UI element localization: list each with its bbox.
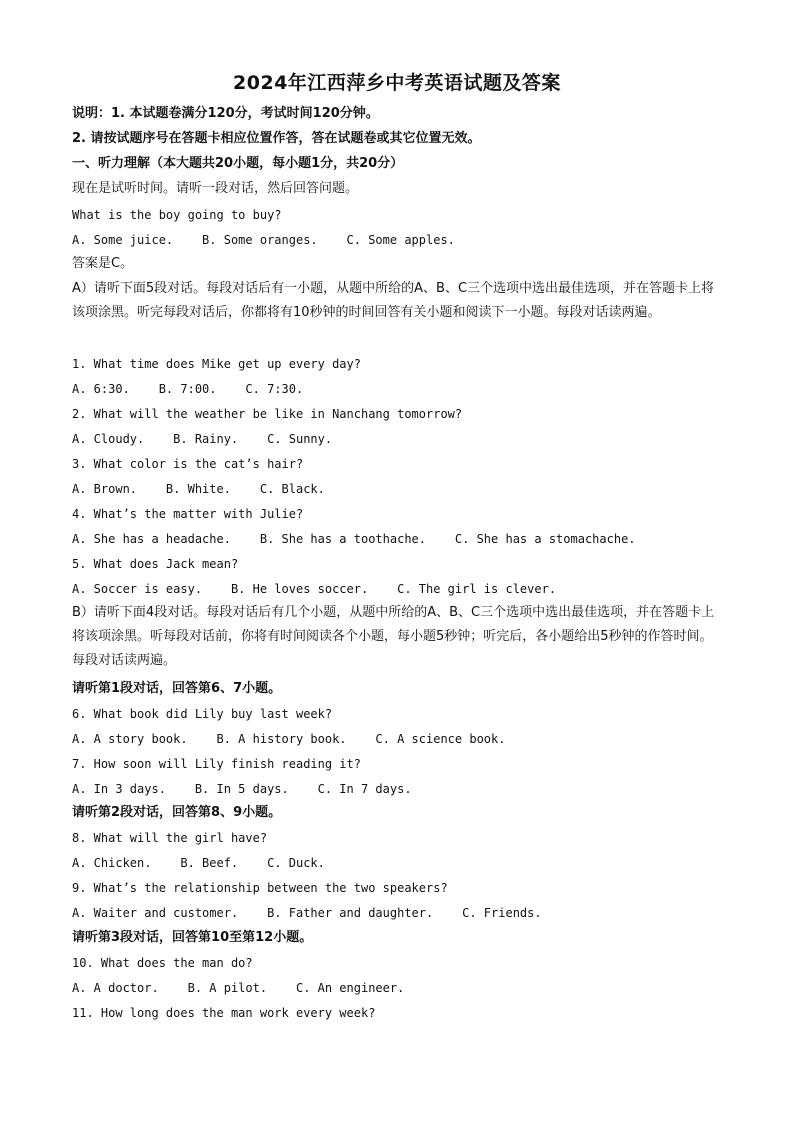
question-9: 9. What’s the relationship between the two speakers? — [72, 881, 448, 895]
question-7: 7. How soon will Lily finish reading it? — [72, 757, 361, 771]
question-5: 5. What does Jack mean? — [72, 557, 239, 571]
question-9-options: A. Waiter and customer. B. Father and daughter. C. Friends. — [72, 906, 542, 920]
question-8: 8. What will the girl have? — [72, 831, 268, 845]
question-2-options: A. Cloudy. B. Rainy. C. Sunny. — [72, 432, 333, 446]
question-4-options: A. She has a headache. B. She has a toothache. C. She has a stomachache. — [72, 532, 636, 546]
dialogue-3-heading: 请听第3段对话，回答第10至第12小题。 — [72, 930, 313, 945]
question-3: 3. What color is the cat’s hair? — [72, 457, 304, 471]
note-1: 说明：1. 本试题卷满分120分，考试时间120分钟。 — [72, 106, 379, 121]
question-5-options: A. Soccer is easy. B. He loves soccer. C. The girl is clever. — [72, 582, 557, 596]
question-4: 4. What’s the matter with Julie? — [72, 507, 304, 521]
question-7-options: A. In 3 days. B. In 5 days. C. In 7 days. — [72, 782, 412, 796]
dialogue-2-heading: 请听第2段对话，回答第8、9小题。 — [72, 805, 282, 820]
question-11: 11. How long does the man work every week? — [72, 1006, 376, 1020]
page-title: 2024年江西萍乡中考英语试题及答案 — [233, 72, 561, 94]
question-6: 6. What book did Lily buy last week? — [72, 707, 333, 721]
question-10: 10. What does the man do? — [72, 956, 253, 970]
question-3-options: A. Brown. B. White. C. Black. — [72, 482, 325, 496]
question-6-options: A. A story book. B. A history book. C. A science book. — [72, 732, 506, 746]
question-1-options: A. 6:30. B. 7:00. C. 7:30. — [72, 382, 304, 396]
note-2: 2. 请按试题序号在答题卡相应位置作答，答在试题卷或其它位置无效。 — [72, 131, 481, 146]
question-10-options: A. A doctor. B. A pilot. C. An engineer. — [72, 981, 405, 995]
part-b-instructions: B）请听下面4段对话。每段对话后有几个小题，从题中所给的A、B、C三个选项中选出最佳选项，并在答题卡上将该项涂黑。听每段对话前，你将有时间阅读各个小题，每小题5秒钟；听完后，各小题给出5秒钟的作答时间。每段对话读两遍。 — [72, 605, 715, 668]
dialogue-1-heading: 请听第1段对话，回答第6、7小题。 — [72, 681, 282, 696]
question-8-options: A. Chicken. B. Beef. C. Duck. — [72, 856, 325, 870]
question-2: 2. What will the weather be like in Nanchang tomorrow? — [72, 407, 463, 421]
trial-options: A. Some juice. B. Some oranges. C. Some apples. — [72, 233, 455, 247]
trial-question: What is the boy going to buy? — [72, 208, 282, 222]
question-1: 1. What time does Mike get up every day? — [72, 357, 361, 371]
trial-intro: 现在是试听时间。请听一段对话，然后回答问题。 — [72, 181, 359, 196]
part-a-instructions: A）请听下面5段对话。每段对话后有一小题，从题中所给的A、B、C三个选项中选出最佳选项，并在答题卡上将该项涂黑。听完每段对话后，你都将有10秒钟的时间回答有关小题和阅读下一小题。每段对话读两遍。 — [72, 281, 715, 320]
trial-answer: 答案是C。 — [72, 256, 134, 271]
section-heading: 一、听力理解（本大题共20小题，每小题1分，共20分） — [72, 156, 404, 171]
